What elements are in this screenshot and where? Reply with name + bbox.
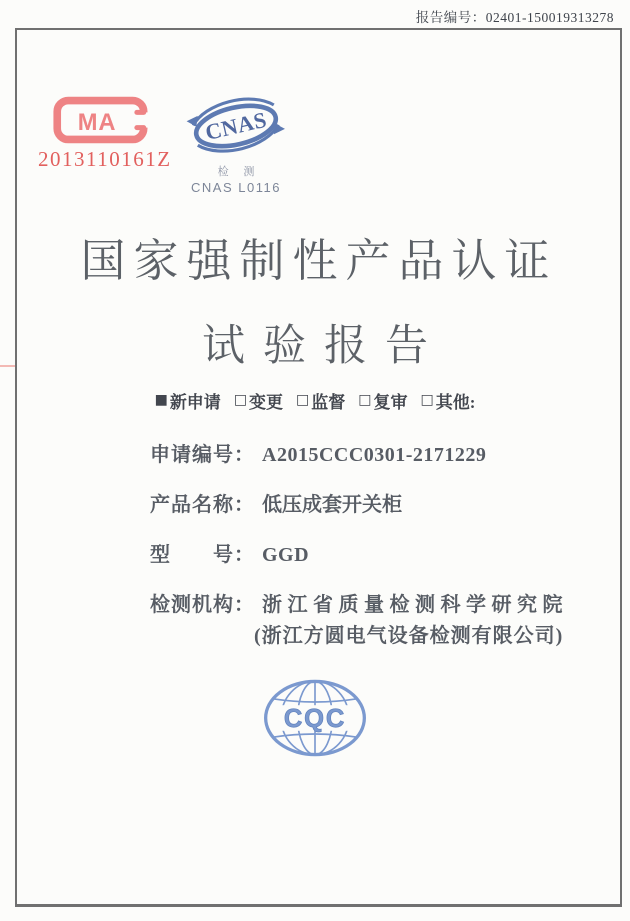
cqc-logo-block bbox=[0, 676, 630, 760]
cqc-logo-icon bbox=[262, 676, 368, 760]
cnas-logo-icon bbox=[184, 90, 288, 162]
checkbox-change bbox=[234, 388, 283, 413]
cma-logo-letters: MA bbox=[77, 110, 117, 137]
checkbox-new-application bbox=[155, 388, 221, 413]
checkbox-other bbox=[421, 388, 476, 413]
field-value: GGD bbox=[262, 544, 310, 566]
report-number-label: 报告编号： bbox=[415, 10, 486, 25]
unchecked-checkbox-icon: □ bbox=[420, 391, 434, 408]
report-title: 试验报告 bbox=[202, 323, 446, 370]
cqc-logo-letters: CQC bbox=[283, 705, 347, 734]
unchecked-checkbox-icon: □ bbox=[358, 391, 372, 408]
report-number bbox=[416, 6, 614, 26]
field-application-number bbox=[150, 442, 600, 468]
checkbox-label: 新申请 bbox=[169, 393, 221, 412]
report-number-value: 02401-150019313278 bbox=[485, 10, 614, 25]
cnas-accreditation-number: CNAS L0116 bbox=[191, 180, 281, 195]
testing-agency-subsidiary: (浙江方圆电气设备检测有限公司) bbox=[254, 625, 564, 647]
checkbox-label: 其他: bbox=[435, 393, 476, 412]
cnas-logo-block bbox=[184, 90, 288, 195]
testing-agency-name: 浙江省质量检测科学研究院 bbox=[262, 594, 568, 616]
checkbox-label: 监督 bbox=[311, 393, 346, 412]
checkbox-label: 复审 bbox=[373, 393, 408, 412]
certification-title: 国家强制性产品认证 bbox=[80, 236, 558, 286]
cma-logo-icon bbox=[53, 96, 153, 144]
cma-logo-block bbox=[38, 96, 172, 172]
field-label: 检测机构： bbox=[150, 594, 255, 616]
field-label: 申请编号： bbox=[150, 444, 255, 466]
field-label: 产品名称： bbox=[150, 494, 255, 516]
unchecked-checkbox-icon: □ bbox=[233, 391, 248, 408]
cnas-logo-letters: CNAS bbox=[202, 106, 270, 146]
field-value: 低压成套开关柜 bbox=[262, 494, 402, 516]
field-product-name bbox=[150, 492, 600, 518]
field-value bbox=[254, 592, 568, 649]
unchecked-checkbox-icon: □ bbox=[296, 391, 310, 408]
field-label: 型 号： bbox=[150, 544, 255, 566]
cnas-caption: 检 测 bbox=[217, 166, 261, 178]
field-value: A2015CCC0301-2171229 bbox=[262, 444, 487, 466]
checkbox-label: 变更 bbox=[249, 393, 284, 412]
field-model bbox=[150, 542, 600, 568]
checkbox-supervision bbox=[296, 388, 345, 413]
application-type-row bbox=[0, 388, 630, 413]
checked-checkbox-icon: ■ bbox=[154, 391, 168, 408]
report-fields bbox=[150, 442, 600, 649]
checkbox-review bbox=[358, 388, 407, 413]
field-testing-agency bbox=[150, 592, 600, 649]
cma-cert-number: 2013110161Z bbox=[38, 147, 172, 171]
